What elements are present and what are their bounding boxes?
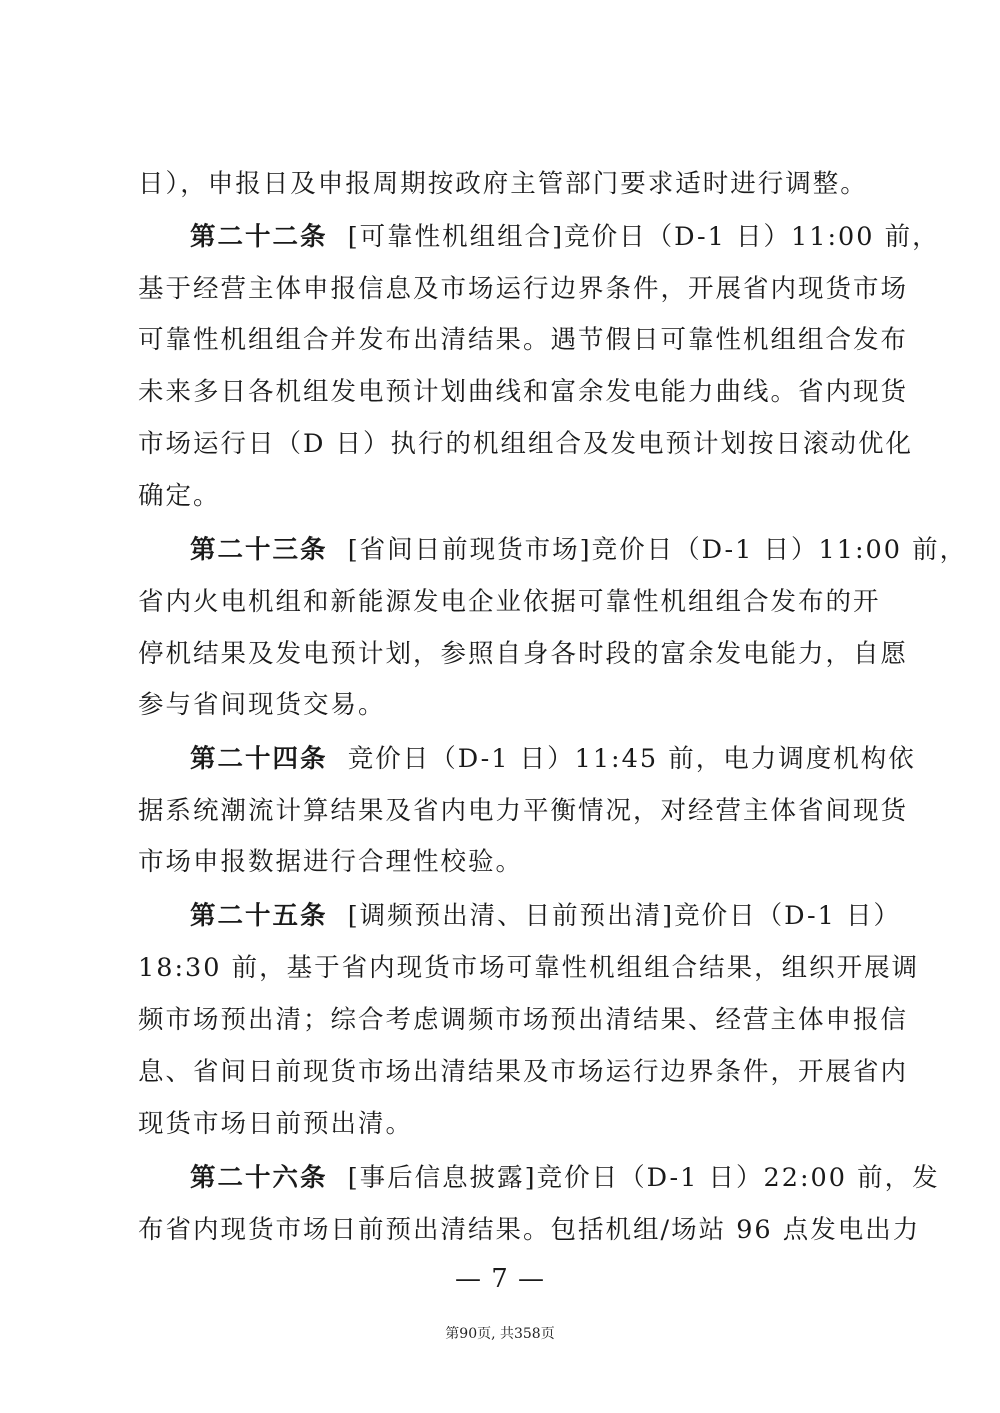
body-line: 基于经营主体申报信息及市场运行边界条件，开展省内现货市场 (138, 274, 909, 304)
body-line: 18:30 前，基于省内现货市场可靠性机组组合结果，组织开展调 (138, 953, 920, 983)
body-line: 频市场预出清；综合考虑调频市场预出清结果、经营主体申报信 (138, 1005, 909, 1035)
body-line: 据系统潮流计算结果及省内电力平衡情况，对经营主体省间现货 (138, 796, 909, 826)
article-heading: 第二十六条 (190, 1163, 328, 1193)
article-line: 第二十四条 竞价日（D-1 日）11:45 前，电力调度机构依 (190, 744, 916, 774)
article-heading: 第二十二条 (190, 222, 328, 252)
body-line: 日），申报日及申报周期按政府主管部门要求适时进行调整。 (138, 169, 868, 199)
body-line: 可靠性机组组合并发布出清结果。遇节假日可靠性机组组合发布 (138, 325, 909, 355)
body-line: 布省内现货市场日前预出清结果。包括机组/场站 96 点发电出力 (138, 1215, 921, 1245)
body-line: 息、省间日前现货市场出清结果及市场运行边界条件，开展省内 (138, 1057, 909, 1087)
body-line: 停机结果及发电预计划，参照自身各时段的富余发电能力，自愿 (138, 639, 909, 669)
body-line: 现货市场日前预出清。 (138, 1109, 414, 1139)
article-heading: 第二十四条 (190, 744, 328, 774)
body-line: 未来多日各机组发电预计划曲线和富余发电能力曲线。省内现货 (138, 377, 909, 407)
article-line: 第二十六条 [事后信息披露]竞价日（D-1 日）22:00 前，发 (190, 1163, 940, 1193)
body-line: 参与省间现货交易。 (138, 690, 386, 720)
body-line: 确定。 (138, 481, 221, 511)
article-line: 第二十三条 [省间日前现货市场]竞价日（D-1 日）11:00 前， (190, 535, 968, 565)
body-line: 市场运行日（D 日）执行的机组组合及发电预计划按日滚动优化 (138, 429, 914, 459)
article-heading: 第二十三条 (190, 535, 328, 565)
article-heading: 第二十五条 (190, 901, 328, 931)
body-line: 市场申报数据进行合理性校验。 (138, 847, 524, 877)
page-number: — 7 — (454, 1264, 546, 1294)
article-line: 第二十五条 [调频预出清、日前预出清]竞价日（D-1 日） (190, 901, 901, 931)
page-footer: 第90页, 共358页 (445, 1326, 555, 1342)
article-line: 第二十二条 [可靠性机组组合]竞价日（D-1 日）11:00 前， (190, 222, 940, 252)
body-line: 省内火电机组和新能源发电企业依据可靠性机组组合发布的开 (138, 587, 881, 617)
